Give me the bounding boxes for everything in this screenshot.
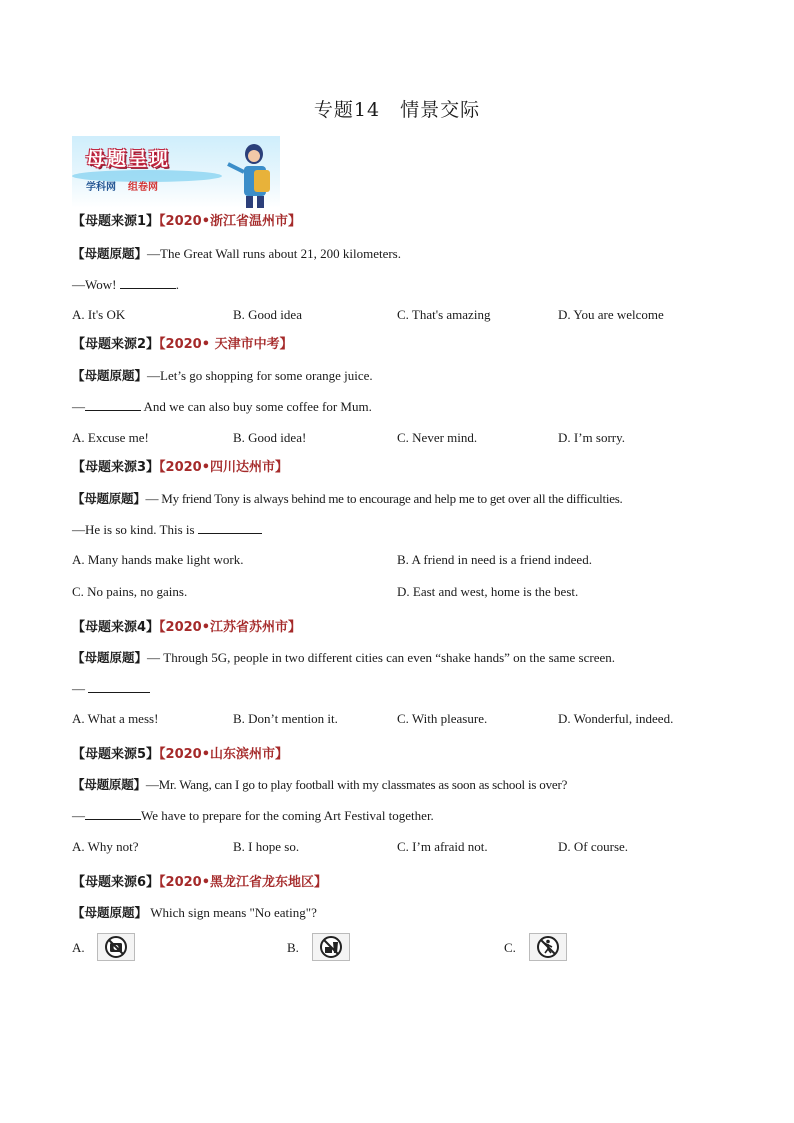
answer-blank[interactable] xyxy=(198,521,262,534)
question-2-reply xyxy=(72,398,372,415)
question-3-prompt xyxy=(72,489,623,507)
option-c[interactable]: C. xyxy=(504,940,516,955)
banner-image xyxy=(72,136,280,208)
question-3-source xyxy=(72,456,288,475)
option-b[interactable]: B. Don’t mention it. xyxy=(233,711,338,726)
option-a[interactable]: A. xyxy=(72,940,85,955)
no-food-icon[interactable] xyxy=(312,933,350,961)
option-c[interactable]: C. That's amazing xyxy=(397,307,491,322)
question-5-prompt xyxy=(72,775,567,793)
reply-suffix: And we can also buy some coffee for Mum. xyxy=(141,399,372,414)
question-1-reply xyxy=(72,276,179,293)
option-d[interactable]: D. East and west, home is the best. xyxy=(397,584,579,599)
option-c[interactable]: C. I’m afraid not. xyxy=(397,839,488,854)
question-4-reply xyxy=(72,680,150,697)
prompt-text: —Let’s go shopping for some orange juice. xyxy=(147,368,373,383)
source-year: 【2020•江苏省苏州市】 xyxy=(159,620,302,635)
reply-suffix: . xyxy=(175,277,179,292)
reply-prefix: — xyxy=(72,808,85,823)
question-2-prompt xyxy=(72,366,373,384)
source-label: 【母题来源1】 xyxy=(72,214,160,229)
question-1-prompt xyxy=(72,244,401,262)
banner-text: 母题呈现 xyxy=(86,148,171,170)
question-3-reply xyxy=(72,521,262,538)
prompt-text: — My friend Tony is always behind me to encourage and help me to get over all the difficulties. xyxy=(145,491,623,506)
answer-blank[interactable] xyxy=(85,807,141,820)
banner-logos xyxy=(86,178,158,193)
source-year: 【2020•四川达州市】 xyxy=(159,460,289,475)
answer-blank[interactable] xyxy=(120,276,176,289)
option-a[interactable]: A. Why not? xyxy=(72,839,139,854)
option-d[interactable]: D. You are welcome xyxy=(558,307,664,322)
xuekewang-logo: 学科网 xyxy=(86,182,116,193)
option-c[interactable]: C. With pleasure. xyxy=(397,711,488,726)
option-a[interactable]: A. What a mess! xyxy=(72,711,159,726)
prompt-text: Which sign means "No eating"? xyxy=(147,905,317,920)
page-title: 专题14 情景交际 xyxy=(313,99,481,121)
reply-prefix: —Wow! xyxy=(72,277,120,292)
source-year: 【2020• 天津市中考】 xyxy=(159,337,293,352)
source-label: 【母题来源2】 xyxy=(72,337,160,352)
option-a[interactable]: A. Many hands make light work. xyxy=(72,552,244,567)
prompt-label: 【母题原题】 xyxy=(72,650,148,665)
option-b[interactable]: B. Good idea! xyxy=(233,430,307,445)
reply-prefix: — xyxy=(72,399,85,414)
question-6-prompt xyxy=(72,903,317,921)
option-d[interactable]: D. Wonderful, indeed. xyxy=(558,711,674,726)
source-label: 【母题来源6】 xyxy=(72,875,160,890)
answer-blank[interactable] xyxy=(88,680,150,693)
option-c[interactable]: C. Never mind. xyxy=(397,430,478,445)
no-dancing-icon[interactable] xyxy=(529,933,567,961)
prompt-label: 【母题原题】 xyxy=(72,246,148,261)
option-a[interactable]: A. Excuse me! xyxy=(72,430,149,445)
option-b[interactable]: B. Good idea xyxy=(233,307,302,322)
prompt-label: 【母题原题】 xyxy=(72,491,146,506)
prompt-text: —The Great Wall runs about 21, 200 kilometers. xyxy=(147,246,401,261)
source-year: 【2020•浙江省温州市】 xyxy=(159,214,302,229)
question-5-reply xyxy=(72,807,434,824)
prompt-label: 【母题原题】 xyxy=(72,368,148,383)
prompt-label: 【母题原题】 xyxy=(72,777,146,792)
source-label: 【母题来源3】 xyxy=(72,460,160,475)
option-a[interactable]: A. It's OK xyxy=(72,307,126,322)
zujuanwang-logo: 组卷网 xyxy=(128,182,158,193)
question-4-prompt xyxy=(72,648,615,666)
option-b[interactable]: B. A friend in need is a friend indeed. xyxy=(397,552,592,567)
option-c[interactable]: C. No pains, no gains. xyxy=(72,584,188,599)
no-camera-icon[interactable] xyxy=(97,933,135,961)
question-2-source xyxy=(72,333,293,352)
source-year: 【2020•黑龙江省龙东地区】 xyxy=(159,875,328,890)
prompt-text: —Mr. Wang, can I go to play football with my classmates as soon as school is over? xyxy=(145,777,568,792)
question-4-source xyxy=(72,616,301,635)
reply-suffix: We have to prepare for the coming Art Festival together. xyxy=(141,808,434,823)
prompt-text: — Through 5G, people in two different cities can even “shake hands” on the same screen. xyxy=(147,650,615,665)
answer-blank[interactable] xyxy=(85,398,141,411)
source-year: 【2020•山东滨州市】 xyxy=(159,747,289,762)
option-d[interactable]: D. I’m sorry. xyxy=(558,430,626,445)
option-b[interactable]: B. xyxy=(287,940,299,955)
source-label: 【母题来源4】 xyxy=(72,620,160,635)
prompt-label: 【母题原题】 xyxy=(72,905,148,920)
option-d[interactable]: D. Of course. xyxy=(558,839,629,854)
reply-prefix: — xyxy=(72,681,89,696)
question-6-source xyxy=(72,871,327,890)
source-label: 【母题来源5】 xyxy=(72,747,160,762)
option-b[interactable]: B. I hope so. xyxy=(233,839,300,854)
question-1-source xyxy=(72,210,301,229)
teacher-illustration-icon xyxy=(224,140,280,208)
reply-prefix: —He is so kind. This is xyxy=(72,522,198,537)
question-5-source xyxy=(72,743,288,762)
